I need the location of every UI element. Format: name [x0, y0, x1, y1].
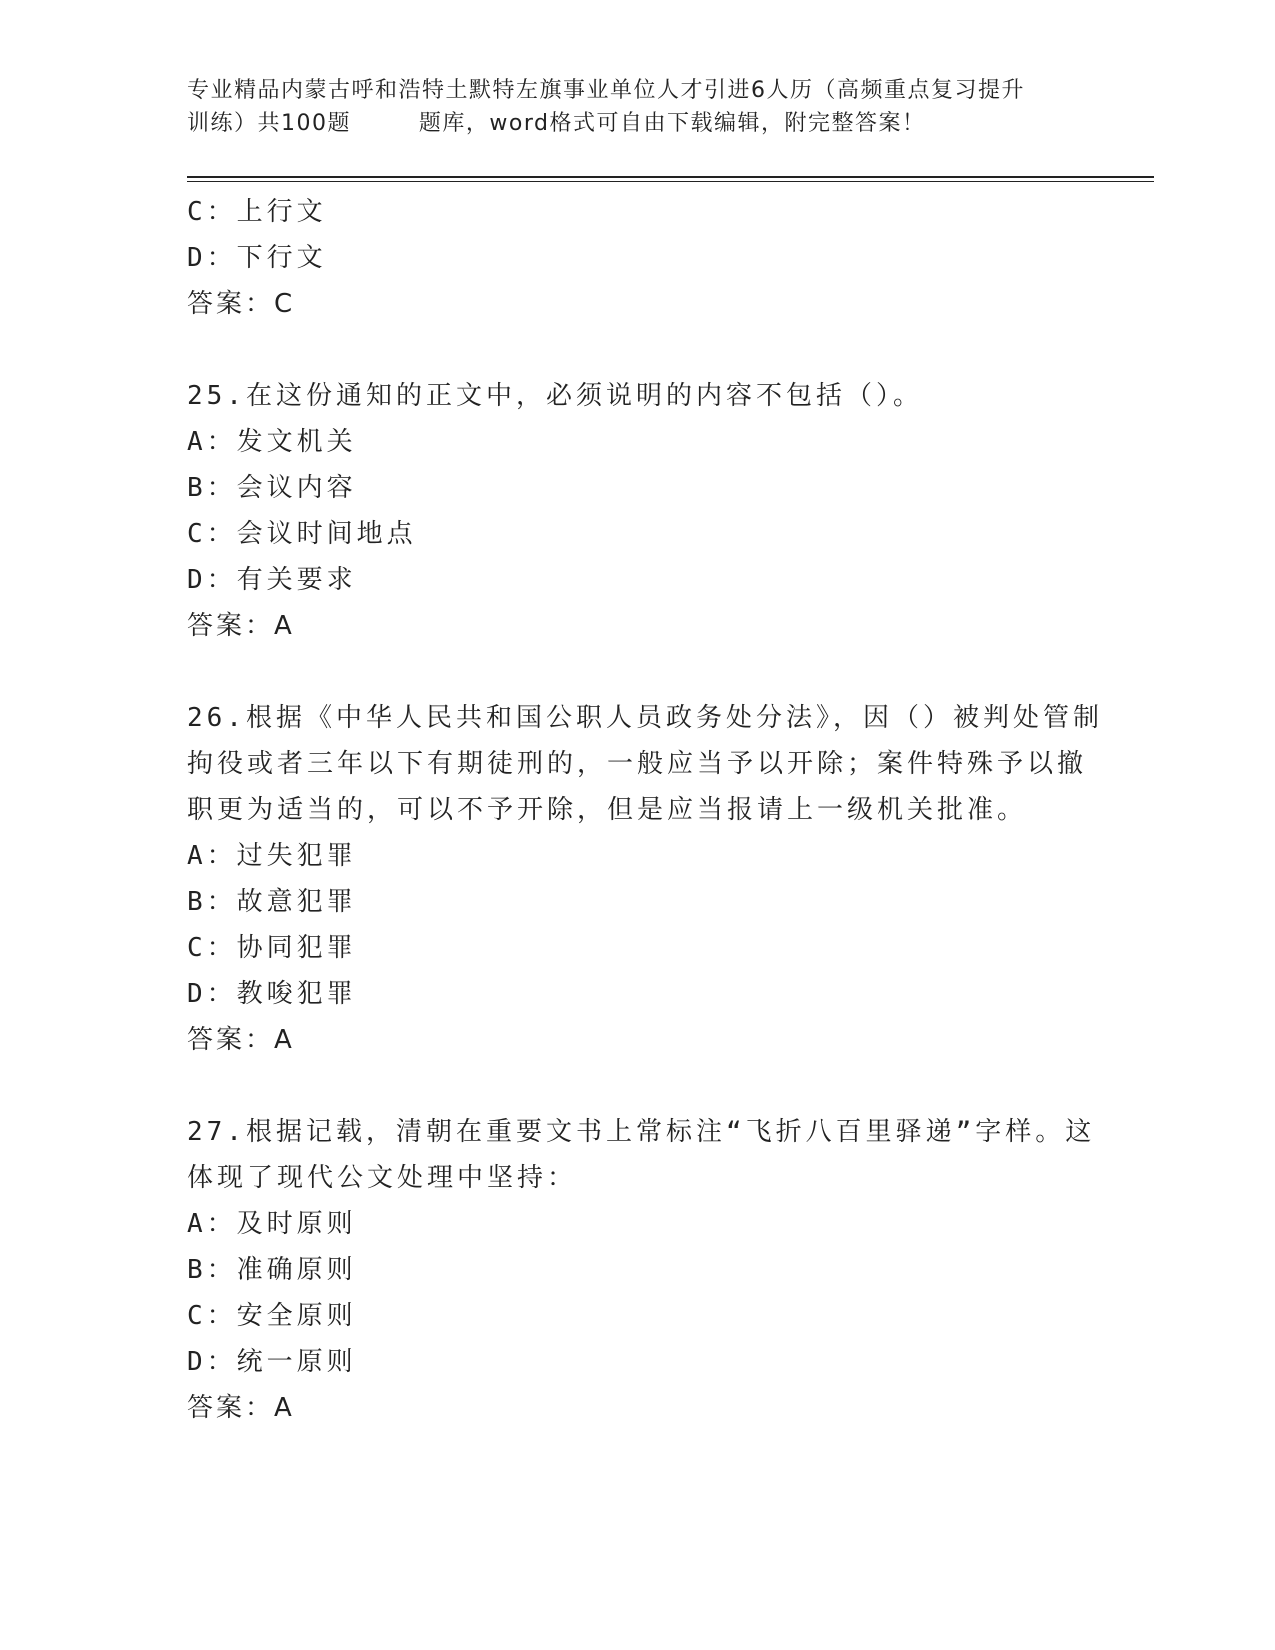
question-text: 26.根据《中华人民共和国公职人员政务处分法》，因（）被判处管制: [187, 703, 1103, 733]
option-c: C：协同犯罪: [187, 933, 357, 963]
option-b: B：故意犯罪: [187, 887, 357, 917]
option-b: B：准确原则: [187, 1255, 357, 1285]
header-rule-thick: [187, 176, 1154, 178]
option-b: B：会议内容: [187, 473, 357, 503]
answer: 答案：A: [187, 1393, 295, 1423]
spacer: [187, 1063, 1087, 1109]
option-a: A：发文机关: [187, 427, 357, 457]
spacer: [187, 649, 1087, 695]
option-d: D：教唆犯罪: [187, 979, 357, 1009]
question-25: [187, 373, 1087, 649]
answer: 答案：A: [187, 1025, 295, 1055]
question-text: 25.在这份通知的正文中，必须说明的内容不包括（）。: [187, 381, 923, 411]
continued-question: [187, 189, 1087, 327]
header-line-2: 训练）共100题 题库，word格式可自由下载编辑，附完整答案！: [187, 111, 926, 136]
question-text: 职更为适当的，可以不予开除，但是应当报请上一级机关批准。: [187, 795, 1028, 825]
document-body: [187, 189, 1103, 1431]
header-line-1: 专业精品内蒙古呼和浩特土默特左旗事业单位人才引进6人历（高频重点复习提升: [187, 78, 1025, 103]
document-header: [187, 74, 1087, 140]
option-a: A：及时原则: [187, 1209, 357, 1239]
option-c: C：安全原则: [187, 1301, 357, 1331]
answer: 答案：C: [187, 289, 296, 319]
answer: 答案：A: [187, 611, 295, 641]
option-d: D：统一原则: [187, 1347, 357, 1377]
spacer: [187, 327, 1087, 373]
option-d: D：下行文: [187, 243, 327, 273]
header-rule-thin: [187, 181, 1154, 182]
option-d: D：有关要求: [187, 565, 357, 595]
option-a: A：过失犯罪: [187, 841, 357, 871]
question-27: [187, 1109, 1096, 1431]
question-26: [187, 695, 1103, 1063]
question-text: 27.根据记载，清朝在重要文书上常标注“飞折八百里驿递”字样。这: [187, 1117, 1096, 1147]
question-text: 拘役或者三年以下有期徒刑的，一般应当予以开除；案件特殊予以撤: [187, 749, 1088, 779]
question-text: 体现了现代公文处理中坚持：: [187, 1163, 578, 1193]
option-c: C：会议时间地点: [187, 519, 417, 549]
option-c: C：上行文: [187, 197, 327, 227]
